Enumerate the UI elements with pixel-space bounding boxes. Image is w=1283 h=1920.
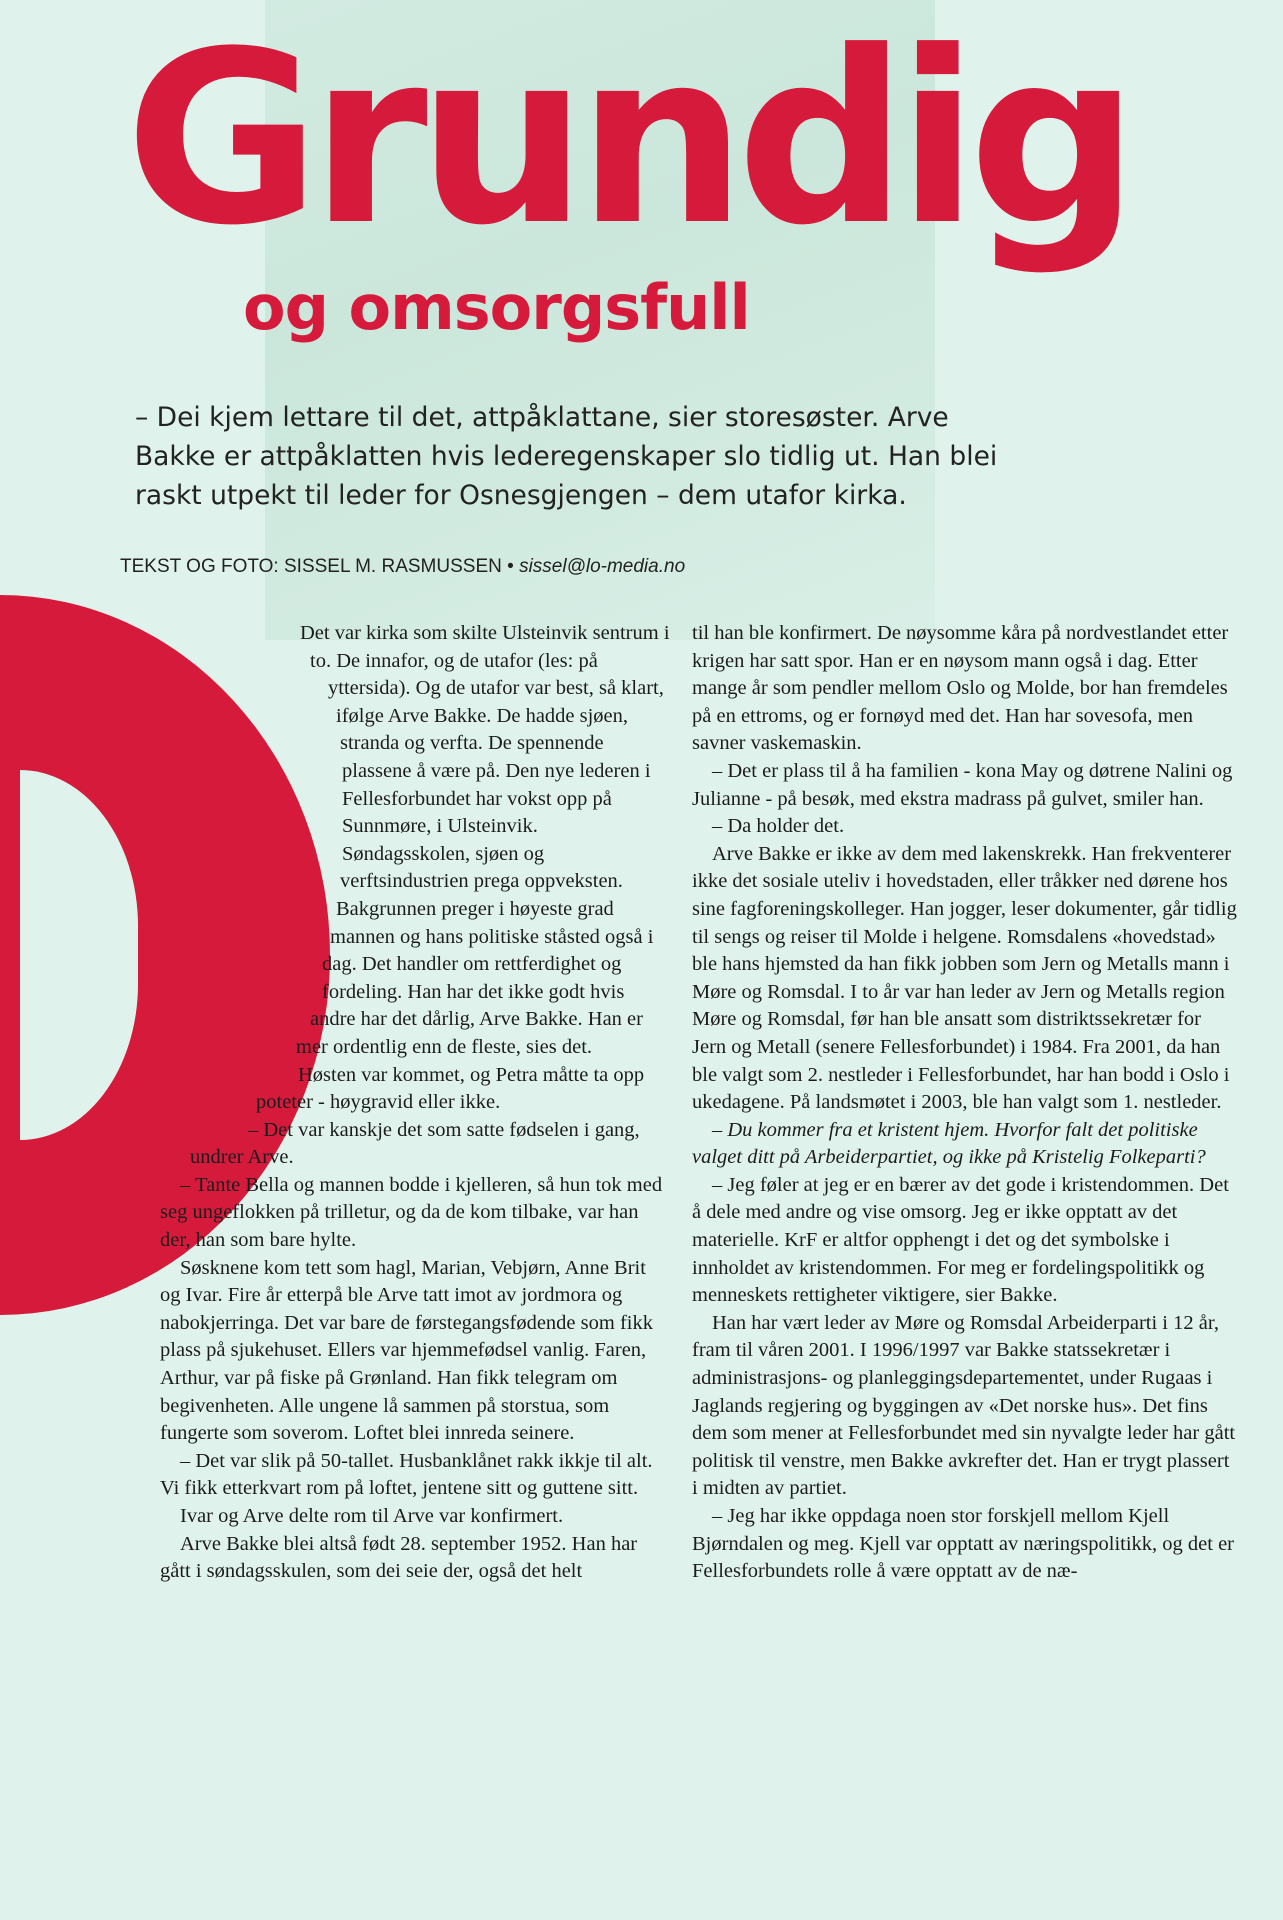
article-column-1 (160, 620, 670, 1586)
byline-label: TEKST OG FOTO: SISSEL M. RASMUSSEN • (120, 556, 514, 577)
headline-title: Grundig (125, 1, 1129, 278)
dropcap-wrap (160, 830, 342, 860)
dropcap-wrap (160, 650, 310, 680)
col1-paragraph: Arve Bakke blei altså født 28. september 1952. Han har gått i søndagsskulen, som dei seie der, også det helt (160, 1532, 638, 1583)
dropcap-wrap (160, 950, 322, 980)
col1-paragraph: – Tante Bella og mannen bodde i kjelleren, så hun tok med seg ungeflokken på trilletur, og da de kom tilbake, var han der, han som bare hylte. (160, 1173, 663, 1252)
dropcap-wrap (160, 1100, 228, 1130)
dropcap-wrap (160, 680, 328, 710)
article-column-2 (692, 620, 1240, 1586)
col2-paragraph: – Da holder det. (712, 815, 845, 838)
col2-paragraph: – Jeg har ikke oppdaga noen stor forskjell mellom Kjell Bjørndalen og meg. Kjell var opptatt av næringspolitikk, og det er Fellesforbundets rolle å være opptatt av de næ- (692, 1505, 1235, 1583)
col2-paragraph: – Det er plass til å ha familien - kona May og døtrene Nalini og Julianne - på besøk, med ekstra madrass på gulvet, smiler han. (692, 759, 1233, 810)
dropcap-wrap (160, 1130, 190, 1160)
col2-paragraph: Han har vært leder av Møre og Romsdal Arbeiderparti i 12 år, fram til våren 2001. I 1996/1997 var Bakke statssekretær i administrasjons- og planleggingsdepartementet, under Rugaas i Jaglands regjering og byggingen av «Det norske hus». Det fins dem som mener at Fellesforbundet med sin nyvalgte leder har gått politisk til venstre, men Bakke avkrefter det. Han er trygt plassert i midten av partiet. (692, 1311, 1236, 1500)
dropcap-wrap (160, 620, 280, 650)
col1-paragraph: Høsten var kommet, og Petra måtte ta opp poteter - høygravid eller ikke. (256, 1063, 645, 1114)
headline-subtitle: og omsorgsfull (243, 271, 750, 344)
dropcap-wrap (160, 920, 330, 950)
col2-question: – Du kommer fra et kristent hjem. Hvorfor falt det politiske valget ditt på Arbeiderpartiet, og ikke på Kristelig Folkeparti? (692, 1118, 1206, 1169)
dropcap-wrap (160, 710, 336, 740)
col1-paragraph: – Det var kanskje det som satte fødselen i gang, undrer Arve. (190, 1118, 640, 1169)
dropcap-wrap (160, 1010, 296, 1040)
col2-paragraph: til han ble konfirmert. De nøysomme kåra på nordvestlandet etter krigen har satt spor. Han er en nøysom mann også i dag. Etter mange år som pendler mellom Oslo og Molde, bor han fremdeles på en ettroms, og er fornøyd med det. Han har sovesofa, men savner vaskemaskin. (692, 622, 1229, 755)
dropcap-wrap (160, 1070, 256, 1100)
col1-paragraph: Søsknene kom tett som hagl, Marian, Vebjørn, Anne Brit og Ivar. Fire år etterpå ble Arve tatt imot av jordmora og nabokjerringa. Det var bare de førstegangsfødende som fikk plass på sjukehuset. Ellers var hjemmefødsel vanlig. Faren, Arthur, var på fiske på Grønland. Han fikk telegram om begivenheten. Alle ungene lå sammen på storstua, som fungerte som soverom. Loftet blei innreda seinere. (160, 1256, 653, 1445)
dropcap-wrap (160, 1040, 278, 1070)
col2-paragraph: – Jeg føler at jeg er en bærer av det gode i kristendommen. Det å dele med andre og vise omsorg. Jeg er ikke opptatt av det materielle. KrF er altfor opphengt i det og det symbolske i innholdet av kristendommen. For meg er fordelingspolitikk og menneskets rettigheter viktigere, sier Bakke. (692, 1173, 1229, 1307)
col1-paragraph: Det var kirka som skilte Ulsteinvik sentrum i to. De innafor, og de utafor (les: på yttersida). Og de utafor var best, så klart, ifølge Arve Bakke. De hadde sjøen, stranda og verfta. De spennende plassene å være på. Den nye lederen i Fellesforbundet har vokst opp på Sunnmøre, i Ulsteinvik. Søndagsskolen, sjøen og verftsindustrien prega oppveksten. Bakgrunnen preger i høyeste grad mannen og hans politiske ståsted også i dag. Det handler om rettferdighet og fordeling. Han har det ikke godt hvis andre har det dårlig, Arve Bakke. Han er mer ordentlig enn de fleste, sies det. (296, 622, 670, 1058)
drop-cap-counter (20, 770, 138, 1140)
dropcap-wrap (160, 740, 340, 770)
byline (120, 556, 685, 578)
col1-paragraph: – Det var slik på 50-tallet. Husbanklånet rakk ikkje til alt. Vi fikk etterkvart rom på loftet, jentene sitt og guttene sitt. (160, 1449, 653, 1500)
dropcap-wrap (160, 800, 342, 830)
dropcap-wrap (160, 770, 342, 800)
col2-paragraph: Arve Bakke er ikke av dem med lakenskrekk. Han frekventerer ikke det sosiale uteliv i hovedstaden, eller tråkker ned dørene hos sine fagforeningskolleger. Han jogger, leser dokumenter, går tidlig til sengs og reiser til Molde i helgene. Romsdalens «hovedstad» ble hans hjemsted da han fikk jobben som Jern og Metalls mann i Møre og Romsdal. I to år var han leder av Jern og Metalls region Møre og Romsdal, før han ble ansatt som distriktssekretær for Jern og Metall (senere Fellesforbundet) i 1984. Fra 2001, da han ble valgt som 2. nestleder i Fellesforbundet, har han bodd i Oslo i ukedagene. På landsmøtet i 2003, ble han valgt som 1. nestleder. (692, 842, 1237, 1114)
lead-paragraph: – Dei kjem lettare til det, attpåklattane, sier storesøster. Arve Bakke er attpåklatten hvis lederegenskaper slo tidlig ut. Han blei raskt utpekt til leder for Osnesgjengen – dem utafor kirka. (135, 402, 998, 511)
col1-paragraph: Ivar og Arve delte rom til Arve var konfirmert. (180, 1505, 564, 1527)
byline-email: sissel@lo-media.no (519, 556, 686, 577)
dropcap-wrap (160, 890, 336, 920)
dropcap-wrap (160, 980, 310, 1010)
dropcap-wrap (160, 860, 340, 890)
